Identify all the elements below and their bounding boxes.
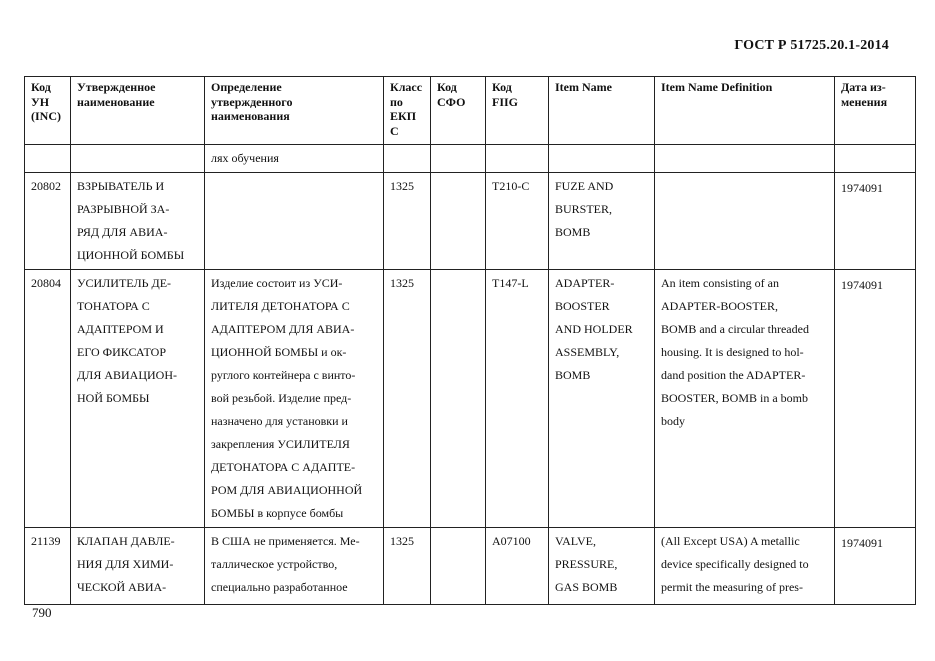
cell-text-line: РЯД ДЛЯ АВИА- xyxy=(77,225,168,239)
cell-inc: 20804 xyxy=(25,270,71,528)
col-header-class: Класс по ЕКП С xyxy=(384,77,431,145)
cell-text-line: таллическое устройство, xyxy=(211,557,338,571)
cell-text-line: АДАПТЕРОМ И xyxy=(77,322,164,336)
cell-text-line: ЦИОННОЙ БОМБЫ и ок- xyxy=(211,345,347,359)
cell-text-line: ТОНАТОРА С xyxy=(77,299,150,313)
cell-text-line: ЦИОННОЙ БОМБЫ xyxy=(77,248,185,262)
col-header-item-definition: Item Name Definition xyxy=(655,77,835,145)
cell-date: 1974091 xyxy=(835,528,916,605)
cell-date: 1974091 xyxy=(835,173,916,270)
cell-text-line: НИЯ ДЛЯ ХИМИ- xyxy=(77,557,174,571)
cell-text-line: ADAPTER- xyxy=(555,276,615,290)
cell-definition xyxy=(205,528,384,605)
cell-item-definition xyxy=(655,270,835,528)
col-header-sfo: Код СФО xyxy=(431,77,486,145)
cell-text-line: РАЗРЫВНОЙ ЗА- xyxy=(77,202,170,216)
cell-text-line: ЕГО ФИКСАТОР xyxy=(77,345,167,359)
cell-fiig: A07100 xyxy=(486,528,549,605)
cell-item-name xyxy=(549,528,655,605)
cell-definition xyxy=(205,173,384,270)
table-row xyxy=(25,528,916,605)
cell-text-line: ВЗРЫВАТЕЛЬ И xyxy=(77,179,165,193)
cell-text-line: БОМБЫ в корпусе бомбы xyxy=(211,506,344,520)
cell-text-line: ЛИТЕЛЯ ДЕТОНАТОРА С xyxy=(211,299,350,313)
cell-text-line: AND HOLDER xyxy=(555,322,633,336)
cell-text-line: BOMB xyxy=(555,368,591,382)
cell-fiig: T147-L xyxy=(486,270,549,528)
table-row xyxy=(25,173,916,270)
cell-class: 1325 xyxy=(384,270,431,528)
cell-approved-name xyxy=(71,528,205,605)
cell-text-line: ДЛЯ АВИАЦИОН- xyxy=(77,368,177,382)
cell-text-line: PRESSURE, xyxy=(555,557,618,571)
cell-text-line: body xyxy=(661,414,685,428)
cell-text-line: КЛАПАН ДАВЛЕ- xyxy=(77,534,175,548)
cell-text-line: An item consisting of an xyxy=(661,276,779,290)
cell-text-line: вой резьбой. Изделие пред- xyxy=(211,391,352,405)
cell-approved-name xyxy=(71,173,205,270)
cell-text-line: BOMB and a circular threaded xyxy=(661,322,809,336)
cell-sfo xyxy=(431,528,486,605)
cell-text-line: УСИЛИТЕЛЬ ДЕ- xyxy=(77,276,172,290)
cell-inc: 20802 xyxy=(25,173,71,270)
cell-text-line: BOMB xyxy=(555,225,591,239)
cell-inc: 21139 xyxy=(25,528,71,605)
cell-text-line: (All Except USA) A metallic xyxy=(661,534,800,548)
document-standard-code: ГОСТ Р 51725.20.1-2014 xyxy=(734,38,889,53)
col-header-approved-name: Утвержденное наименование xyxy=(71,77,205,145)
table-row xyxy=(25,270,916,528)
col-header-fiig: Код FIIG xyxy=(486,77,549,145)
cell-text-line: ЧЕСКОЙ АВИА- xyxy=(77,580,167,594)
cell-date: 1974091 xyxy=(835,270,916,528)
cell-item-definition xyxy=(655,173,835,270)
cell-text-line: device specifically designed to xyxy=(661,557,809,571)
cell-text-line: dand position the ADAPTER- xyxy=(661,368,806,382)
cell-text-line: housing. It is designed to hol- xyxy=(661,345,804,359)
cont-approved-name xyxy=(71,145,205,173)
cell-text-line: ADAPTER-BOOSTER, xyxy=(661,299,779,313)
cell-item-name xyxy=(549,173,655,270)
cell-text-line: ДЕТОНАТОРА С АДАПТЕ- xyxy=(211,460,356,474)
cell-text-line: Изделие состоит из УСИ- xyxy=(211,276,343,290)
cell-text-line: специально разработанное xyxy=(211,580,348,594)
cell-text-line: НОЙ БОМБЫ xyxy=(77,391,150,405)
cell-text-line: руглого контейнера с винто- xyxy=(211,368,356,382)
col-header-definition: Определение утвержденного наименования xyxy=(205,77,384,145)
cont-inc xyxy=(25,145,71,173)
cont-definition-tail: лях обучения xyxy=(205,145,384,173)
page-number: 790 xyxy=(32,605,52,620)
cell-text-line: ASSEMBLY, xyxy=(555,345,620,359)
cell-sfo xyxy=(431,270,486,528)
cell-text-line: закрепления УСИЛИТЕЛЯ xyxy=(211,437,350,451)
col-header-date: Дата из- менения xyxy=(835,77,916,145)
cell-text-line: BURSTER, xyxy=(555,202,613,216)
col-header-inc: Код УН (INC) xyxy=(25,77,71,145)
col-header-item-name: Item Name xyxy=(549,77,655,145)
cell-text-line: permit the measuring of pres- xyxy=(661,580,803,594)
cell-definition xyxy=(205,270,384,528)
cell-text-line: РОМ ДЛЯ АВИАЦИОННОЙ xyxy=(211,483,363,497)
cell-text-line: АДАПТЕРОМ ДЛЯ АВИА- xyxy=(211,322,355,336)
nomenclature-table xyxy=(24,76,916,605)
cell-text-line: FUZE AND xyxy=(555,179,614,193)
cell-text-line: назначено для установки и xyxy=(211,414,348,428)
cell-class: 1325 xyxy=(384,173,431,270)
cell-text-line: VALVE, xyxy=(555,534,597,548)
cell-approved-name xyxy=(71,270,205,528)
cell-text-line: В США не применяется. Ме- xyxy=(211,534,360,548)
table-header-row xyxy=(25,77,916,145)
cell-sfo xyxy=(431,173,486,270)
cell-item-definition xyxy=(655,528,835,605)
cell-fiig: T210-C xyxy=(486,173,549,270)
cell-text-line: BOOSTER xyxy=(555,299,610,313)
cell-text-line: GAS BOMB xyxy=(555,580,618,594)
cell-text-line: BOOSTER, BOMB in a bomb xyxy=(661,391,809,405)
cell-class: 1325 xyxy=(384,528,431,605)
table-row-continuation xyxy=(25,145,916,173)
cell-item-name xyxy=(549,270,655,528)
